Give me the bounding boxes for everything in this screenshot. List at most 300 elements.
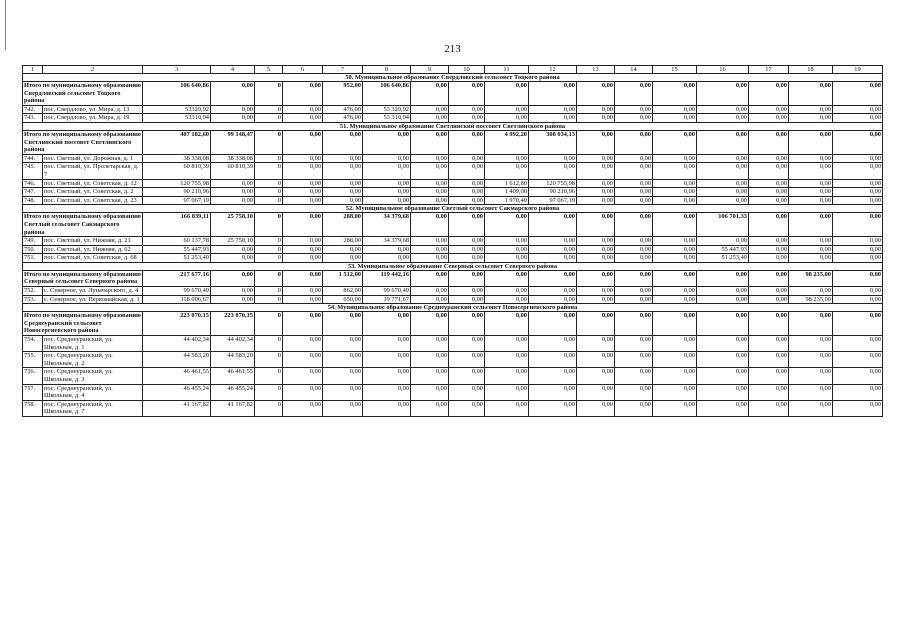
building-address: пос. Светлый, ул. Советская, д. 2 xyxy=(43,188,143,197)
total-value: 0,00 xyxy=(283,312,323,336)
row-number: 745. xyxy=(23,163,43,179)
total-value: 0,00 xyxy=(833,130,883,154)
total-value: 4 992,20 xyxy=(485,130,529,154)
row-value: 0,00 xyxy=(283,154,323,163)
row-value: 0,00 xyxy=(485,368,529,384)
building-address: пос. Светлый, ул. Советская, д. 23 xyxy=(43,196,143,205)
row-value: 0,00 xyxy=(577,287,615,296)
row-value: 0,00 xyxy=(529,245,577,254)
total-value: 0,00 xyxy=(833,82,883,106)
row-value: 38 338,08 xyxy=(211,154,255,163)
row-value: 0,00 xyxy=(411,384,449,400)
row-value: 0,00 xyxy=(697,237,749,246)
row-value: 0,00 xyxy=(283,336,323,352)
row-value: 650,00 xyxy=(323,295,363,304)
total-value: 0,00 xyxy=(789,213,833,237)
total-value: 0,00 xyxy=(411,82,449,106)
row-number: 754. xyxy=(23,336,43,352)
building-address: пос. Среднеуранский, ул. Школьная, д. 2 xyxy=(43,352,143,368)
row-value: 0,00 xyxy=(833,352,883,368)
row-value: 0,00 xyxy=(577,105,615,114)
row-number: 746. xyxy=(23,179,43,188)
row-value: 0,00 xyxy=(529,400,577,416)
row-value: 0,00 xyxy=(449,352,485,368)
building-address: с. Северное, ул. Луначарского, д. 4 xyxy=(43,287,143,296)
row-value: 0,00 xyxy=(577,188,615,197)
row-value: 118 006,67 xyxy=(143,295,211,304)
row-value: 0,00 xyxy=(323,188,363,197)
row-value: 0 xyxy=(255,352,283,368)
row-value: 34 379,68 xyxy=(363,237,411,246)
building-row xyxy=(23,245,883,254)
total-value: 0,00 xyxy=(529,312,577,336)
row-value: 0,00 xyxy=(789,384,833,400)
row-value: 0,00 xyxy=(449,287,485,296)
row-value: 0,00 xyxy=(411,336,449,352)
row-value: 0,00 xyxy=(363,179,411,188)
row-value: 53 329,92 xyxy=(363,105,411,114)
row-value: 0,00 xyxy=(749,384,789,400)
total-value: 0,00 xyxy=(615,82,653,106)
row-value: 0,00 xyxy=(577,154,615,163)
section-title-row xyxy=(23,304,883,312)
total-value: 0,00 xyxy=(789,82,833,106)
row-value: 0,00 xyxy=(411,105,449,114)
row-value: 0,00 xyxy=(749,163,789,179)
row-value: 0,00 xyxy=(833,400,883,416)
row-value: 0,00 xyxy=(411,368,449,384)
row-value: 0 xyxy=(255,368,283,384)
total-value: 0,00 xyxy=(653,213,697,237)
section-total-row xyxy=(23,130,883,154)
row-value: 0,00 xyxy=(529,114,577,123)
section-total-row xyxy=(23,82,883,106)
total-value: 0,00 xyxy=(283,213,323,237)
column-number: 7 xyxy=(323,66,363,74)
row-value: 0,00 xyxy=(653,105,697,114)
row-number: 756. xyxy=(23,368,43,384)
row-value: 0,00 xyxy=(653,384,697,400)
building-row xyxy=(23,237,883,246)
total-value: 0,00 xyxy=(697,130,749,154)
row-value: 44 583,20 xyxy=(211,352,255,368)
row-value: 0 xyxy=(255,163,283,179)
row-value: 0,00 xyxy=(615,163,653,179)
total-label: Итого по муниципальному образованию Свердловский сельсовет Тоцкого района xyxy=(24,82,141,105)
total-value: 0,00 xyxy=(363,130,411,154)
total-value: 25 758,10 xyxy=(211,213,255,237)
total-value: 0,00 xyxy=(485,270,529,286)
total-value: 0,00 xyxy=(363,312,411,336)
total-value: 0,00 xyxy=(323,312,363,336)
row-value: 0,00 xyxy=(449,114,485,123)
row-value: 0,00 xyxy=(697,400,749,416)
row-value: 0,00 xyxy=(615,295,653,304)
building-address: пос. Свердлово, ул. Мира, д. 13 xyxy=(43,105,143,114)
row-value: 0,00 xyxy=(697,114,749,123)
total-value: 0,00 xyxy=(789,312,833,336)
building-row xyxy=(23,368,883,384)
row-value: 0,00 xyxy=(749,254,789,263)
row-value: 0,00 xyxy=(323,196,363,205)
total-value: 0,00 xyxy=(653,270,697,286)
row-value: 51 253,40 xyxy=(697,254,749,263)
row-value: 0 xyxy=(255,245,283,254)
row-value: 0,00 xyxy=(449,196,485,205)
row-value: 0,00 xyxy=(653,254,697,263)
row-value: 0,00 xyxy=(833,384,883,400)
row-value: 55 447,93 xyxy=(697,245,749,254)
total-value: 0,00 xyxy=(529,82,577,106)
row-value: 0,00 xyxy=(283,245,323,254)
building-address: с. Северное, ул. Первомайская, д. 1 xyxy=(43,295,143,304)
row-value: 0,00 xyxy=(411,254,449,263)
row-value: 0,00 xyxy=(577,295,615,304)
row-value: 0,00 xyxy=(363,336,411,352)
row-value: 862,00 xyxy=(323,287,363,296)
row-value: 0,00 xyxy=(615,400,653,416)
total-value: 0,00 xyxy=(615,270,653,286)
row-value: 0,00 xyxy=(449,336,485,352)
row-value: 0,00 xyxy=(789,245,833,254)
row-value: 0,00 xyxy=(485,163,529,179)
total-value: 0,00 xyxy=(411,312,449,336)
row-value: 44 402,34 xyxy=(143,336,211,352)
row-value: 0,00 xyxy=(577,163,615,179)
row-value: 0,00 xyxy=(615,154,653,163)
row-value: 0,00 xyxy=(529,384,577,400)
row-value: 0,00 xyxy=(485,287,529,296)
row-value: 0,00 xyxy=(485,336,529,352)
total-value: 0,00 xyxy=(833,312,883,336)
row-value: 0,00 xyxy=(323,179,363,188)
row-value: 120 755,98 xyxy=(143,179,211,188)
row-value: 0,00 xyxy=(833,245,883,254)
row-value: 0,00 xyxy=(485,400,529,416)
row-value: 0,00 xyxy=(577,368,615,384)
row-value: 53329,92 xyxy=(143,105,211,114)
row-value: 0,00 xyxy=(283,105,323,114)
total-value: 0,00 xyxy=(449,312,485,336)
row-value: 0,00 xyxy=(615,384,653,400)
row-value: 0,00 xyxy=(449,295,485,304)
row-value: 1 409,00 xyxy=(485,188,529,197)
row-value: 41 167,82 xyxy=(211,400,255,416)
row-value: 0,00 xyxy=(833,154,883,163)
row-value: 0,00 xyxy=(615,336,653,352)
section-title: 51. Муниципальное образование Светлинский поссовет Светлинского района xyxy=(23,122,883,130)
total-value: 0,00 xyxy=(615,213,653,237)
column-number: 6 xyxy=(283,66,323,74)
row-number: 742. xyxy=(23,105,43,114)
row-value: 41 167,82 xyxy=(143,400,211,416)
row-value: 0,00 xyxy=(615,237,653,246)
row-value: 60 137,78 xyxy=(143,237,211,246)
total-label: Итого по муниципальному образованию Светлый сельсовет Сакмарского района xyxy=(24,213,141,236)
row-value: 0,00 xyxy=(211,196,255,205)
total-value: 0,00 xyxy=(323,130,363,154)
total-value: 0,00 xyxy=(283,130,323,154)
column-number-row xyxy=(23,66,883,74)
row-value: 0 xyxy=(255,105,283,114)
total-value: 0,00 xyxy=(697,312,749,336)
total-value: 0,00 xyxy=(749,312,789,336)
row-value: 25 758,10 xyxy=(211,237,255,246)
total-value: 0,00 xyxy=(449,82,485,106)
total-value: 0,00 xyxy=(789,130,833,154)
row-value: 0,00 xyxy=(363,352,411,368)
row-value: 44 583,20 xyxy=(143,352,211,368)
total-value: 0,00 xyxy=(615,312,653,336)
total-value: 0 xyxy=(255,270,283,286)
row-value: 0 xyxy=(255,154,283,163)
building-row xyxy=(23,114,883,123)
row-value: 0,00 xyxy=(697,154,749,163)
column-number: 13 xyxy=(577,66,615,74)
total-value: 0 xyxy=(255,312,283,336)
row-value: 0,00 xyxy=(833,163,883,179)
row-value: 0,00 xyxy=(485,384,529,400)
building-address: пос. Светлый, ул. Пролетарская, д. 7 xyxy=(43,163,143,179)
row-value: 0,00 xyxy=(653,245,697,254)
row-value: 90 210,96 xyxy=(143,188,211,197)
total-value: 98 235,00 xyxy=(789,270,833,286)
building-row xyxy=(23,154,883,163)
total-label: Итого по муниципальному образованию Северный сельсовет Северного района xyxy=(24,270,141,286)
row-value: 0,00 xyxy=(363,384,411,400)
row-value: 0,00 xyxy=(789,352,833,368)
row-value: 0,00 xyxy=(833,196,883,205)
row-value: 0,00 xyxy=(449,368,485,384)
row-value: 0,00 xyxy=(577,196,615,205)
total-value: 0,00 xyxy=(411,270,449,286)
row-value: 0,00 xyxy=(283,287,323,296)
column-number: 9 xyxy=(411,66,449,74)
building-row xyxy=(23,188,883,197)
total-value: 0,00 xyxy=(577,130,615,154)
row-value: 0 xyxy=(255,336,283,352)
row-number: 748. xyxy=(23,196,43,205)
row-value: 0,00 xyxy=(833,179,883,188)
total-value: 106 640,86 xyxy=(363,82,411,106)
row-value: 0,00 xyxy=(653,352,697,368)
row-value: 0,00 xyxy=(653,336,697,352)
row-value: 60 810,39 xyxy=(143,163,211,179)
row-value: 0,00 xyxy=(749,336,789,352)
total-value: 0,00 xyxy=(485,312,529,336)
total-value: 119 442,16 xyxy=(363,270,411,286)
column-number: 17 xyxy=(749,66,789,74)
row-value: 1 970,40 xyxy=(485,196,529,205)
total-value: 0 xyxy=(255,130,283,154)
row-number: 758. xyxy=(23,400,43,416)
row-value: 0,00 xyxy=(749,154,789,163)
column-number: 19 xyxy=(833,66,883,74)
row-value: 0,00 xyxy=(211,179,255,188)
row-value: 0,00 xyxy=(363,254,411,263)
row-value: 0,00 xyxy=(485,237,529,246)
total-value: 0,00 xyxy=(411,130,449,154)
row-value: 0,00 xyxy=(697,179,749,188)
row-number: 753. xyxy=(23,295,43,304)
row-value: 46 455,24 xyxy=(211,384,255,400)
row-value: 0 xyxy=(255,188,283,197)
row-value: 0,00 xyxy=(615,196,653,205)
total-value: 99 148,47 xyxy=(211,130,255,154)
row-value: 0,00 xyxy=(323,163,363,179)
page-number: 213 xyxy=(444,43,461,55)
row-value: 0,00 xyxy=(697,352,749,368)
capital-repair-table xyxy=(22,65,883,417)
row-value: 476,00 xyxy=(323,105,363,114)
row-value: 0,00 xyxy=(789,196,833,205)
row-value: 0,00 xyxy=(283,352,323,368)
row-value: 0,00 xyxy=(615,114,653,123)
row-value: 0,00 xyxy=(529,368,577,384)
row-value: 0,00 xyxy=(697,368,749,384)
total-value: 0,00 xyxy=(833,270,883,286)
total-value: 0,00 xyxy=(529,213,577,237)
building-address: пос. Светлый, ул. Нижняя, д. 21 xyxy=(43,237,143,246)
total-value: 407 182,60 xyxy=(143,130,211,154)
row-value: 120 755,98 xyxy=(529,179,577,188)
row-value: 0,00 xyxy=(323,254,363,263)
total-value: 106 701,33 xyxy=(697,213,749,237)
row-value: 0,00 xyxy=(411,163,449,179)
row-value: 0,00 xyxy=(211,287,255,296)
row-value: 0,00 xyxy=(283,188,323,197)
total-value: 0,00 xyxy=(653,130,697,154)
row-value: 99 670,49 xyxy=(363,287,411,296)
row-value: 0,00 xyxy=(323,384,363,400)
column-number: 15 xyxy=(653,66,697,74)
row-value: 0,00 xyxy=(577,254,615,263)
row-value: 0,00 xyxy=(411,352,449,368)
building-row xyxy=(23,384,883,400)
row-value: 0,00 xyxy=(363,154,411,163)
total-value: 288,00 xyxy=(323,213,363,237)
building-row xyxy=(23,287,883,296)
row-value: 0,00 xyxy=(323,352,363,368)
column-number: 11 xyxy=(485,66,529,74)
section-title: 52. Муниципальное образование Светлый сельсовет Сакмарского района xyxy=(23,205,883,213)
total-value: 217 677,16 xyxy=(143,270,211,286)
row-value: 0,00 xyxy=(789,114,833,123)
row-value: 51 253,40 xyxy=(143,254,211,263)
row-value: 0,00 xyxy=(577,400,615,416)
row-value: 0,00 xyxy=(449,179,485,188)
row-value: 19 771,67 xyxy=(363,295,411,304)
row-value: 1 612,80 xyxy=(485,179,529,188)
row-value: 0,00 xyxy=(529,105,577,114)
row-value: 0,00 xyxy=(697,384,749,400)
column-number: 18 xyxy=(789,66,833,74)
building-row xyxy=(23,336,883,352)
row-value: 0,00 xyxy=(789,287,833,296)
total-value: 308 034,13 xyxy=(529,130,577,154)
row-value: 0,00 xyxy=(283,400,323,416)
column-number: 3 xyxy=(143,66,211,74)
row-value: 0,00 xyxy=(529,254,577,263)
row-value: 0,00 xyxy=(833,237,883,246)
row-value: 0,00 xyxy=(323,400,363,416)
row-value: 0,00 xyxy=(363,188,411,197)
total-value: 0,00 xyxy=(283,270,323,286)
row-value: 0,00 xyxy=(449,400,485,416)
row-value: 0,00 xyxy=(697,196,749,205)
column-number: 8 xyxy=(363,66,411,74)
section-title-row xyxy=(23,262,883,270)
row-value: 99 670,49 xyxy=(143,287,211,296)
row-value: 0,00 xyxy=(211,105,255,114)
row-value: 0 xyxy=(255,384,283,400)
total-value: 1 512,00 xyxy=(323,270,363,286)
total-value: 0,00 xyxy=(749,270,789,286)
building-address: пос. Светлый, ул. Нижняя, д. 62 xyxy=(43,245,143,254)
column-number: 4 xyxy=(211,66,255,74)
row-value: 0,00 xyxy=(653,163,697,179)
row-value: 0,00 xyxy=(485,154,529,163)
row-value: 0,00 xyxy=(211,114,255,123)
column-number: 1 xyxy=(23,66,43,74)
row-number: 744. xyxy=(23,154,43,163)
row-value: 0,00 xyxy=(485,105,529,114)
row-value: 0,00 xyxy=(485,352,529,368)
row-value: 0,00 xyxy=(577,336,615,352)
total-value: 0,00 xyxy=(653,312,697,336)
row-value: 97 067,19 xyxy=(529,196,577,205)
row-value: 0,00 xyxy=(653,400,697,416)
row-number: 747. xyxy=(23,188,43,197)
row-value: 0,00 xyxy=(211,188,255,197)
total-value: 223 070,15 xyxy=(143,312,211,336)
total-value: 0,00 xyxy=(577,270,615,286)
building-address: пос. Среднеуранский, ул. Школьная, д. 4 xyxy=(43,384,143,400)
row-value: 97 067,19 xyxy=(143,196,211,205)
row-value: 0 xyxy=(255,179,283,188)
building-row xyxy=(23,295,883,304)
total-value: 223 070,15 xyxy=(211,312,255,336)
row-value: 0,00 xyxy=(833,114,883,123)
total-value: 0,00 xyxy=(749,213,789,237)
row-value: 0,00 xyxy=(485,114,529,123)
section-total-row xyxy=(23,312,883,336)
row-value: 0,00 xyxy=(749,105,789,114)
row-value: 0,00 xyxy=(411,179,449,188)
building-row xyxy=(23,352,883,368)
row-value: 0,00 xyxy=(411,237,449,246)
row-value: 90 210,96 xyxy=(529,188,577,197)
row-value: 0,00 xyxy=(615,105,653,114)
row-value: 0,00 xyxy=(283,179,323,188)
row-value: 0,00 xyxy=(577,384,615,400)
section-total-row xyxy=(23,213,883,237)
row-value: 0,00 xyxy=(323,154,363,163)
row-value: 38 338,08 xyxy=(143,154,211,163)
row-value: 0,00 xyxy=(529,295,577,304)
row-value: 0,00 xyxy=(833,287,883,296)
row-value: 0,00 xyxy=(749,368,789,384)
section-title-row xyxy=(23,122,883,130)
row-value: 0,00 xyxy=(697,188,749,197)
row-value: 0,00 xyxy=(749,400,789,416)
total-value: 0,00 xyxy=(577,82,615,106)
row-number: 749. xyxy=(23,237,43,246)
total-value: 0,00 xyxy=(615,130,653,154)
row-value: 0,00 xyxy=(323,245,363,254)
row-value: 288,00 xyxy=(323,237,363,246)
row-value: 0,00 xyxy=(363,163,411,179)
